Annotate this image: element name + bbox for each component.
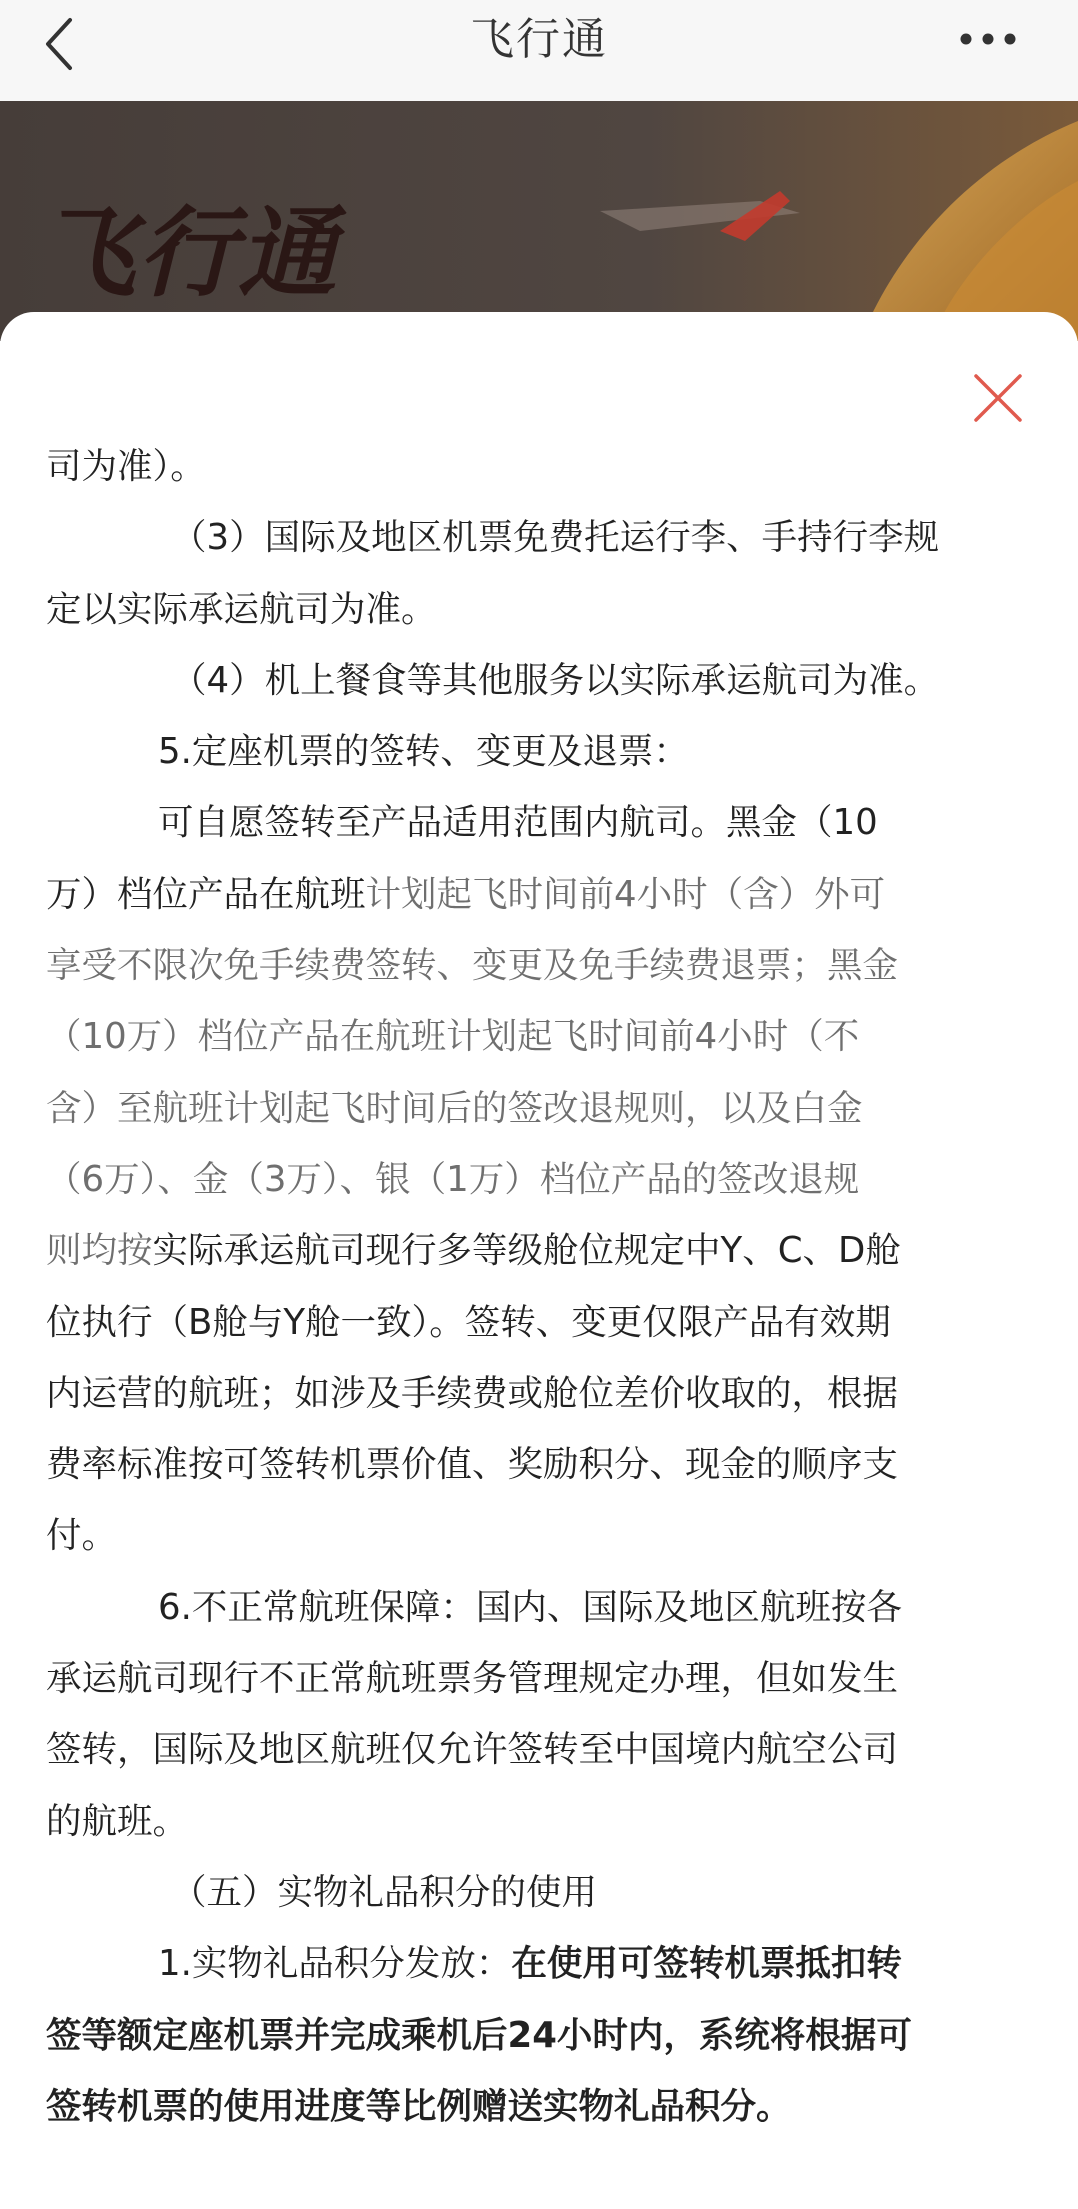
text-line: 位执行（B舱与Y舱一致）。签转、变更仅限产品有效期 — [46, 1301, 891, 1343]
text-line: 费率标准按可签转机票价值、奖励积分、现金的顺序支 — [46, 1444, 899, 1486]
text-segment: 1.实物礼品积分发放： — [158, 1943, 512, 1985]
text-line: 定以实际承运航司为准。 — [46, 588, 437, 630]
text-segment-bold: 在使用可签转机票抵扣转 — [511, 1943, 902, 1985]
text-line: 可自愿签转至产品适用范围内航司。黑金（10 — [158, 802, 878, 844]
section-heading: （五）实物礼品积分的使用 — [171, 1871, 598, 1913]
text-segment: 实际承运航司现行多等级舱位规定中Y、C、D舱 — [152, 1230, 901, 1272]
more-horizontal-icon[interactable] — [960, 30, 1016, 42]
text-line: 签等额定座机票并完成乘机后24小时内，系统将根据可 — [46, 2014, 912, 2056]
section-heading: 5.定座机票的签转、变更及退票： — [158, 731, 689, 773]
banner-logo: 飞行通 — [38, 197, 339, 311]
text-line — [46, 1215, 1036, 1286]
text-line: （4）机上餐食等其他服务以实际承运航司为准。 — [171, 659, 940, 701]
page-title: 飞行通 — [470, 14, 608, 65]
rules-text — [46, 431, 1036, 2142]
text-segment-muted: 计划起飞时间前4小时（含）外可 — [365, 873, 886, 915]
text-line: 签转，国际及地区航班仅允许签转至中国境内航空公司 — [46, 1729, 899, 1771]
text-line: （6万）、金（3万）、银（1万）档位产品的签改退规 — [46, 1158, 860, 1200]
promo-banner — [0, 101, 1078, 341]
text-line: 签转机票的使用进度等比例赠送实物礼品积分。 — [46, 2085, 792, 2127]
text-line: 承运航司现行不正常航班票务管理规定办理，但如发生 — [46, 1658, 899, 1700]
text-line: 享受不限次免手续费签转、变更及免手续费退票；黑金 — [46, 945, 899, 987]
text-line: （3）国际及地区机票免费托运行李、手持行李规 — [171, 517, 940, 559]
text-line: 含）至航班计划起飞时间后的签改退规则，以及白金 — [46, 1087, 863, 1129]
top-nav-bar — [0, 0, 1078, 101]
text-line: 内运营的航班；如涉及手续费或舱位差价收取的，根据 — [46, 1372, 899, 1414]
text-line: （10万）档位产品在航班计划起飞时间前4小时（不 — [46, 1016, 860, 1058]
text-line — [46, 1928, 1036, 1999]
text-segment: 万）档位产品在航班 — [46, 873, 366, 915]
text-segment-muted: 则均按 — [46, 1230, 153, 1272]
text-line — [46, 859, 1036, 930]
text-line: 付。 — [46, 1515, 118, 1557]
close-icon[interactable] — [970, 370, 1026, 426]
text-line: 的航班。 — [46, 1800, 189, 1842]
section-heading: 6.不正常航班保障：国内、国际及地区航班按各 — [158, 1586, 902, 1628]
text-line: 司为准）。 — [46, 446, 206, 487]
